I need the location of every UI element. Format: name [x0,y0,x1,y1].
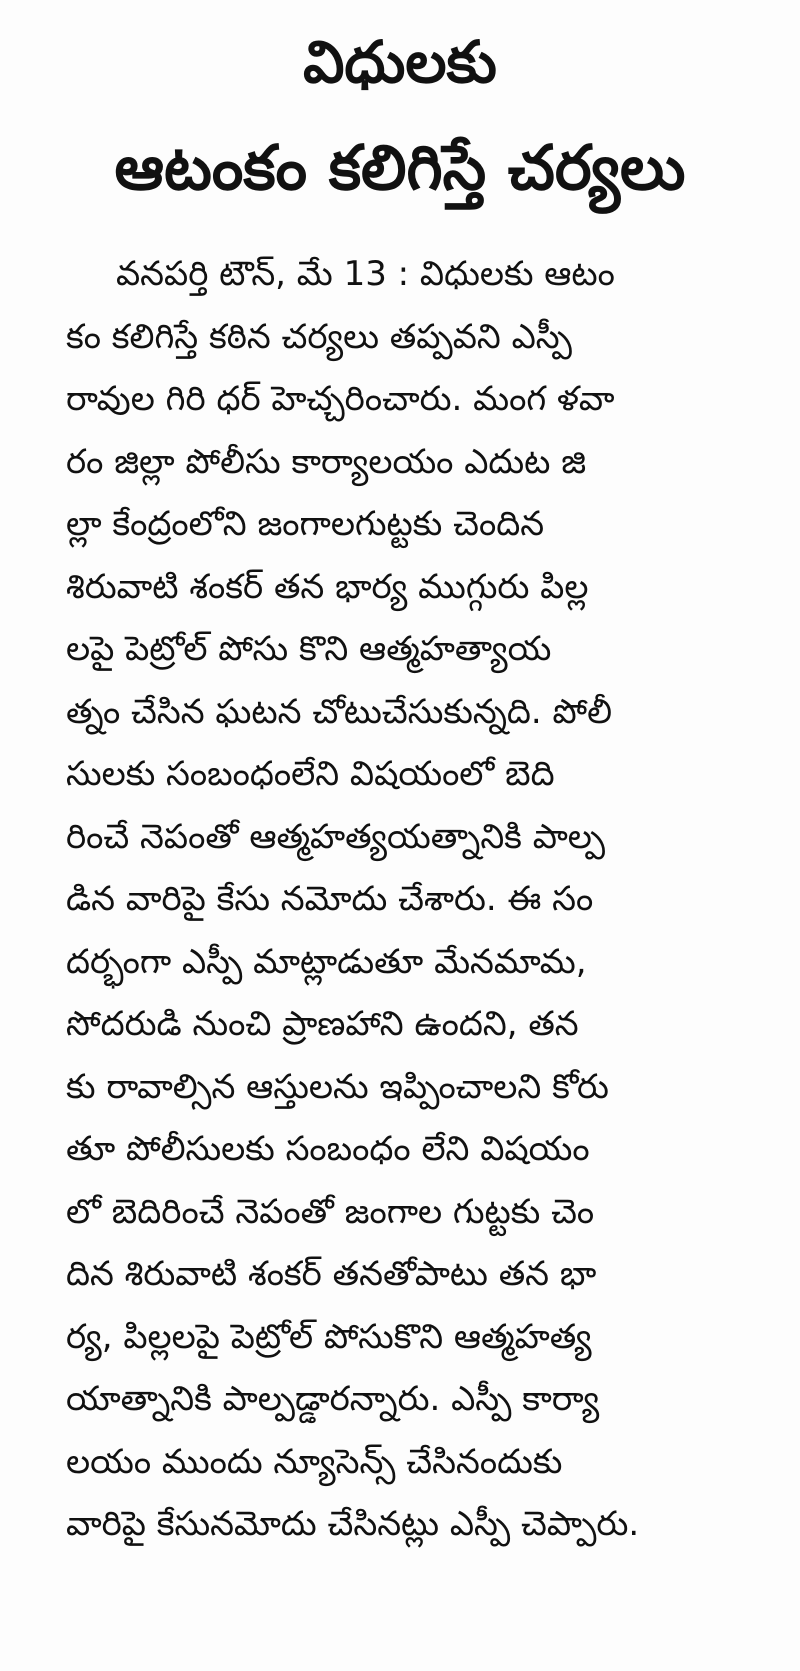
article-body [66,243,766,1556]
article-line-20: లయం ముందు న్యూసెన్స్ చేసినందుకు [66,1441,563,1482]
article-line-12: దర్భంగా ఎస్పీ మాట్లాడుతూ మేనమామ, [66,941,587,982]
article-line-8: త్నం చేసిన ఘటన చోటుచేసుకున్నది. పోలీ [66,691,613,732]
dateline: వనపర్తి టౌన్, మే 13 : [116,254,410,294]
article-line-17: దిన శిరువాటి శంకర్ తనతోపాటు తన భా [66,1254,597,1294]
article-line-9: సులకు సంబంధంలేని విషయంలో బెది [66,754,555,794]
article-line-3: రావుల గిరి ధర్ హెచ్చరించారు. మంగ ళవా [66,379,615,419]
article-line-4: రం జిల్లా పోలీసు కార్యాలయం ఎదుట జి [66,441,587,482]
article-line-15: తూ పోలీసులకు సంబంధం లేని విషయం [66,1129,590,1169]
article-line-1-text: విధులకు ఆటం [419,254,615,294]
article-line-13: సోదరుడి నుంచి ప్రాణహాని ఉందని, తన [66,1004,579,1044]
article-line-18: ర్య, పిల్లలపై పెట్రోల్ పోసుకొని ఆత్మహత్య [66,1316,592,1357]
headline-line-2: ఆటంకం కలిగిస్తే చర్యలు [114,131,686,204]
article-line-10: రించే నెపంతో ఆత్మహత్యయత్నానికి పాల్ప [66,816,606,857]
article-line-2: కం కలిగిస్తే కఠిన చర్యలు తప్పవని ఎస్పీ [66,316,572,357]
article-line-1 [66,243,766,306]
article-line-14: కు రావాల్సిన ఆస్తులను ఇప్పించాలని కోరు [66,1066,609,1107]
article-line-11: డిన వారిపై కేసు నమోదు చేశారు. ఈ సం [66,879,594,919]
headline-line-1: విధులకు [303,28,497,96]
article-line-7: లపై పెట్రోల్ పోసు కొని ఆత్మహత్యాయ [66,629,552,669]
article-line-21: వారిపై కేసునమోదు చేసినట్లు ఎస్పీ చెప్పారు. [66,1504,640,1544]
article-line-16: లో బెదిరించే నెపంతో జంగాల గుట్టకు చెం [66,1191,595,1232]
article-line-19: యాత్నానికి పాల్పడ్డారన్నారు. ఎస్పీ కార్యా [66,1379,600,1419]
article-line-6: శిరువాటి శంకర్ తన భార్య ముగ్గురు పిల్ల [66,566,589,607]
article-line-5: ల్లా కేంద్రంలోని జంగాలగుట్టకు చెందిన [66,504,545,544]
